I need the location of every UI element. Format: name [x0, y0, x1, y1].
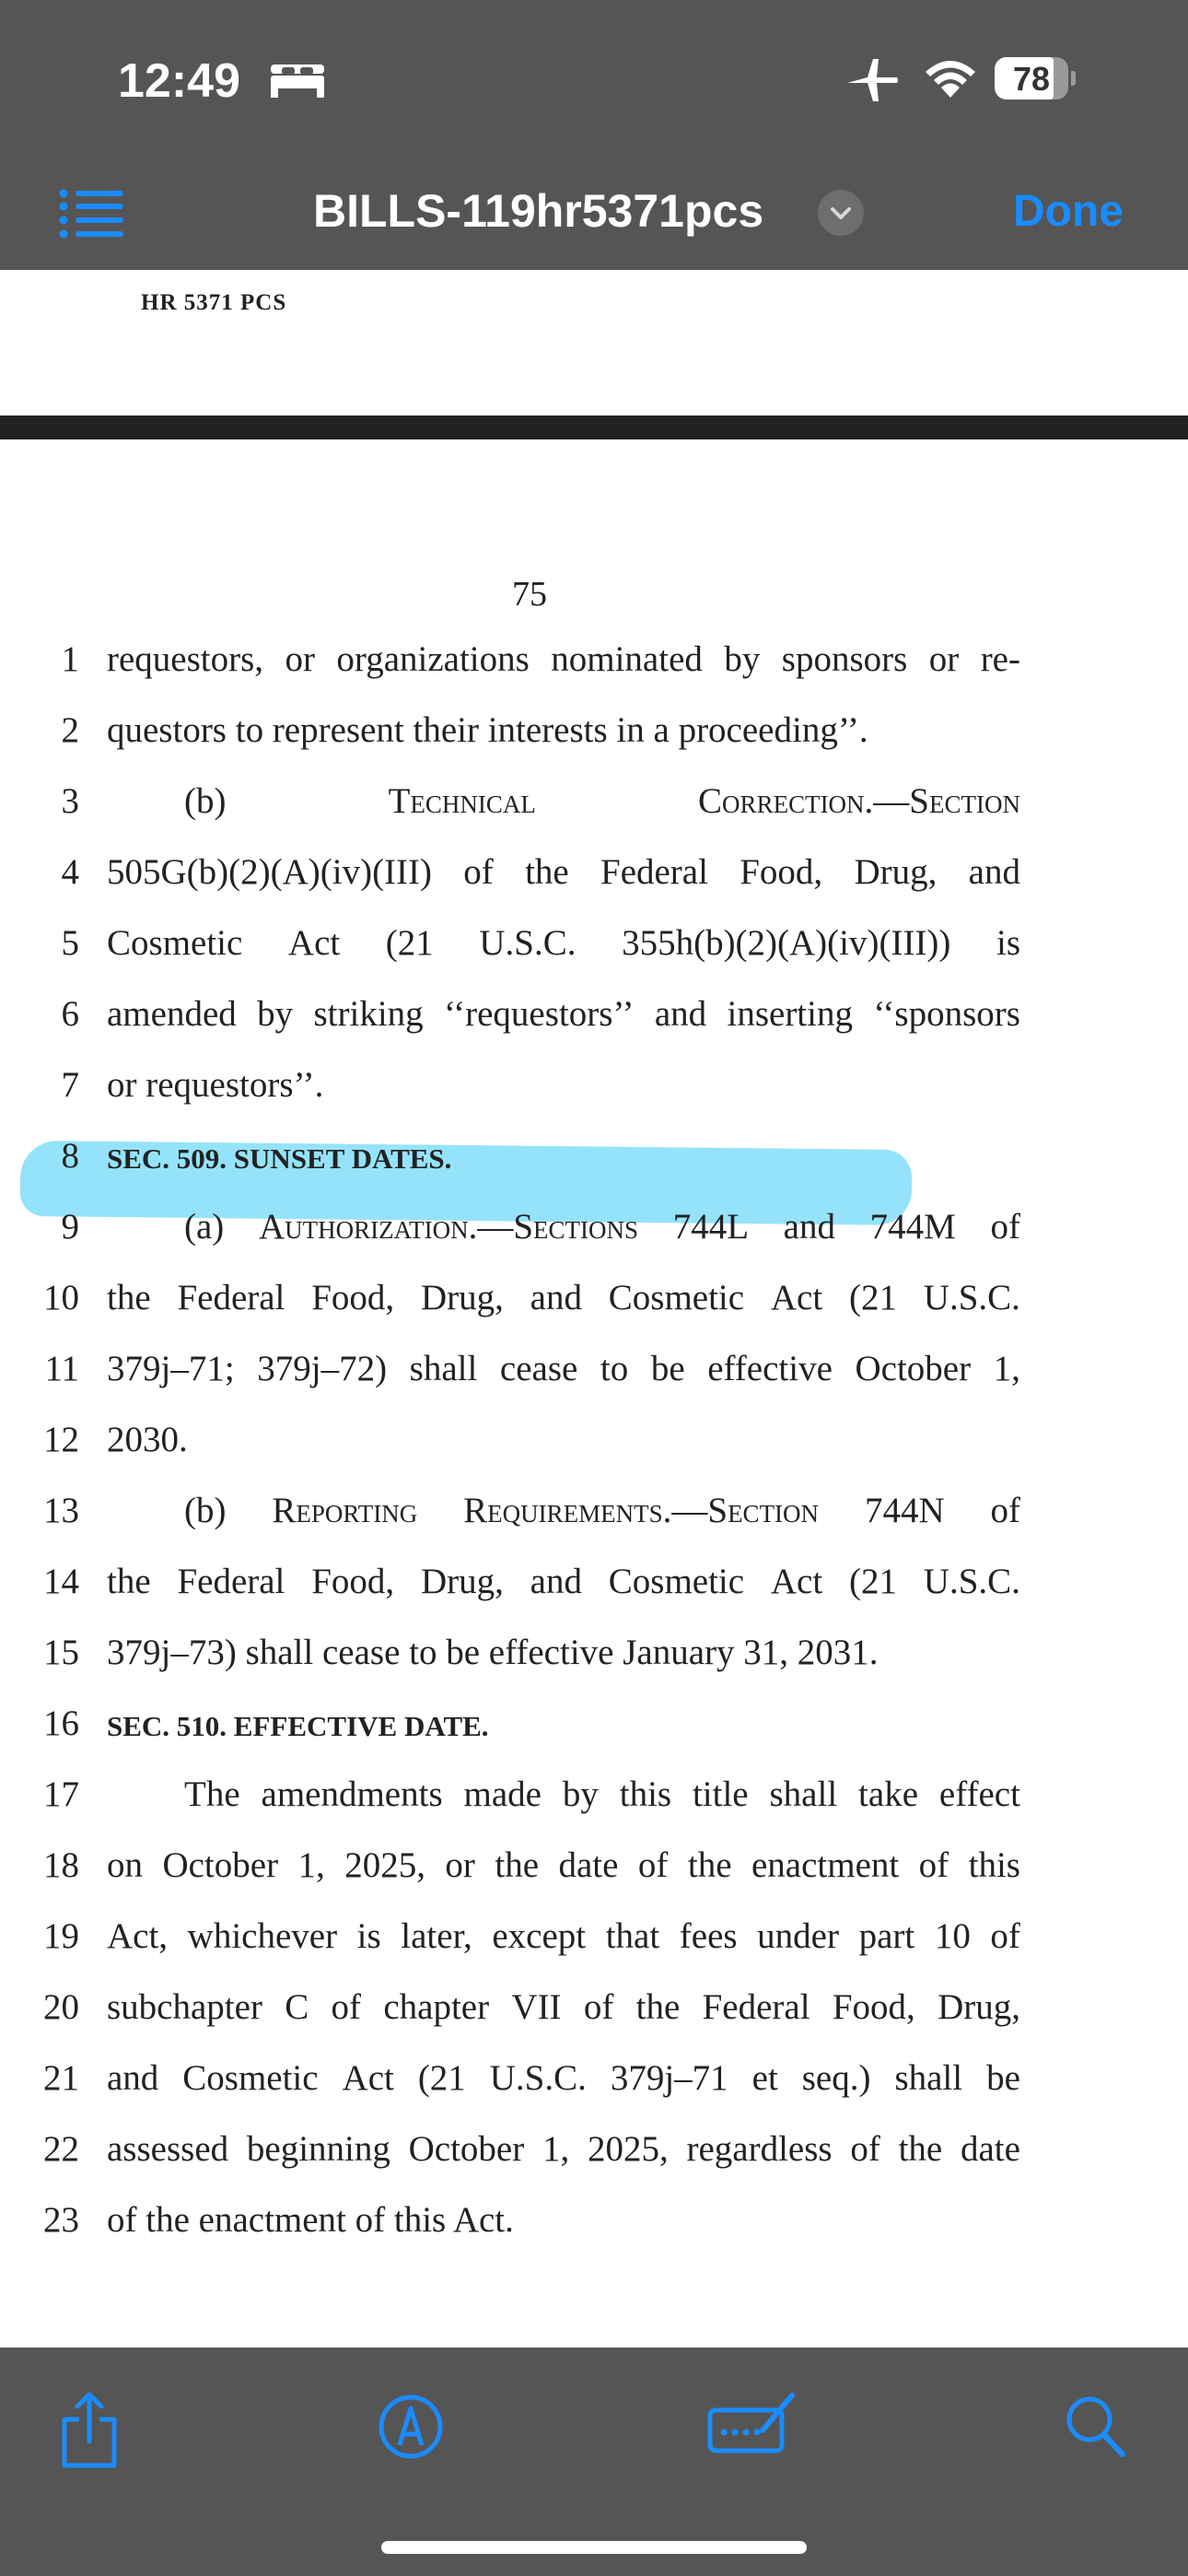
- bottom-toolbar: [0, 2348, 1188, 2576]
- line-word: chapter: [383, 1987, 490, 2027]
- line-word: The: [184, 1774, 240, 1814]
- line-text: [107, 2057, 1020, 2099]
- line-word: amended: [107, 994, 237, 1034]
- line-text: [107, 851, 1020, 893]
- line-word: sponsors: [781, 639, 908, 679]
- document-line: [0, 1135, 1188, 1190]
- document-line: [0, 709, 1188, 765]
- line-word: and: [654, 994, 707, 1034]
- line-word: shall: [894, 2058, 963, 2098]
- line-word: Correction.—Section: [698, 781, 1020, 821]
- section-heading: SEC. 509. SUNSET DATES.: [107, 1142, 452, 1175]
- line-word: Cosmetic: [608, 1278, 745, 1317]
- line-text: [184, 1774, 1020, 1815]
- line-number: 6: [61, 994, 79, 1034]
- line-word: 744N: [864, 1491, 945, 1530]
- line-word: on: [107, 1845, 143, 1885]
- battery-percent: 78: [1012, 60, 1051, 98]
- line-word: the: [107, 1562, 151, 1601]
- document-line: [0, 851, 1188, 907]
- page-divider: [0, 416, 1188, 439]
- line-word: of: [990, 1491, 1020, 1530]
- line-word: and: [530, 1562, 582, 1601]
- document-line: [0, 1561, 1188, 1616]
- document-line: [0, 1419, 1188, 1474]
- line-word: take: [858, 1774, 919, 1814]
- line-word: October: [162, 1845, 279, 1885]
- line-number: 21: [43, 2058, 79, 2098]
- line-number: 3: [61, 781, 79, 821]
- line-text: [184, 1206, 1020, 1247]
- line-word: or: [285, 639, 315, 679]
- line-word: by: [562, 1774, 599, 1814]
- line-word: shall: [769, 1774, 838, 1814]
- line-word: of: [463, 852, 494, 892]
- line-word: 10: [934, 1916, 971, 1956]
- line-word: Food,: [311, 1278, 395, 1317]
- status-time: 12:49: [118, 54, 240, 108]
- line-word: nominated: [551, 639, 703, 679]
- line-word: the: [898, 2129, 943, 2169]
- line-word: or: [928, 639, 960, 679]
- line-word: 1,: [993, 1349, 1020, 1388]
- line-word: the: [687, 1845, 732, 1885]
- line-text: [184, 780, 1020, 822]
- line-word: the: [635, 1987, 681, 2027]
- line-word: Federal: [600, 852, 708, 892]
- battery-icon: [995, 57, 1074, 100]
- line-word: Federal: [177, 1278, 285, 1317]
- line-word: Federal: [702, 1987, 810, 2027]
- line-text: or requestors’’.: [107, 1065, 324, 1105]
- line-text: [107, 1561, 1020, 1602]
- line-word: of: [990, 1916, 1020, 1956]
- line-word: U.S.C.: [923, 1278, 1020, 1317]
- document-line: [0, 638, 1188, 694]
- line-word: by: [724, 639, 761, 679]
- document-line: [0, 1915, 1188, 1971]
- line-number: 7: [61, 1065, 79, 1105]
- search-icon[interactable]: [1064, 2394, 1128, 2460]
- line-word: Reporting: [272, 1491, 418, 1530]
- line-word: enactment: [751, 1845, 900, 1885]
- line-number: 22: [43, 2129, 79, 2169]
- line-number: 13: [43, 1491, 79, 1530]
- line-word: date: [558, 1845, 619, 1885]
- line-word: Cosmetic: [182, 2058, 319, 2098]
- line-word: (b): [184, 781, 227, 821]
- line-word: 1,: [297, 1845, 325, 1885]
- line-word: of: [918, 1845, 949, 1885]
- line-word: (21: [385, 923, 434, 963]
- line-word: cease: [499, 1349, 578, 1388]
- line-text: [107, 1277, 1020, 1318]
- line-text: [184, 1490, 1020, 1531]
- home-indicator[interactable]: [381, 2541, 807, 2554]
- wifi-icon: [923, 57, 978, 100]
- line-word: or: [445, 1845, 475, 1885]
- line-number: 1: [61, 639, 79, 679]
- line-number: 12: [43, 1420, 79, 1459]
- line-text: questors to represent their interests in a proceeding’’.: [107, 710, 868, 750]
- line-word: Drug,: [854, 852, 938, 892]
- line-word: Authorization.—Sections: [258, 1207, 639, 1247]
- line-word: (21: [417, 2058, 466, 2098]
- line-word: the: [495, 1845, 540, 1885]
- status-bar: [0, 0, 1188, 157]
- line-word: amendments: [261, 1774, 443, 1814]
- line-word: et: [751, 2058, 778, 2098]
- line-word: made: [463, 1774, 542, 1814]
- document-line: [0, 1064, 1188, 1119]
- line-word: organizations: [336, 639, 530, 679]
- line-word: and: [968, 852, 1020, 892]
- document-line: [0, 2057, 1188, 2113]
- line-word: effect: [938, 1774, 1020, 1814]
- line-number: 9: [61, 1207, 79, 1247]
- document-line: [0, 1774, 1188, 1829]
- line-text: of the enactment of this Act.: [107, 2200, 514, 2240]
- line-word: Act: [287, 923, 341, 963]
- document-line: [0, 993, 1188, 1048]
- line-word: 355h(b)(2)(A)(iv)(III)): [622, 923, 951, 963]
- line-number: 15: [43, 1633, 79, 1672]
- line-word: that: [605, 1916, 660, 1956]
- document-line: [0, 2199, 1188, 2254]
- line-word: under: [757, 1916, 839, 1956]
- line-text: [107, 1844, 1020, 1886]
- share-icon[interactable]: [57, 2392, 122, 2469]
- document-line: [0, 1348, 1188, 1403]
- line-word: of: [583, 1987, 614, 2027]
- line-text: 379j–73) shall cease to be effective January 31, 2031.: [107, 1633, 879, 1672]
- line-number: 5: [61, 923, 79, 963]
- line-word: October: [408, 2129, 525, 2169]
- line-word: 379j–71;: [107, 1349, 235, 1388]
- line-word: date: [961, 2129, 1020, 2169]
- line-word: Cosmetic: [107, 923, 243, 963]
- document-page: [0, 270, 1188, 2348]
- line-number: 10: [43, 1278, 79, 1317]
- line-text: [107, 1986, 1020, 2028]
- line-word: of: [331, 1987, 362, 2027]
- line-word: (b): [184, 1491, 227, 1530]
- line-word: (a): [184, 1207, 225, 1247]
- document-line: [0, 1632, 1188, 1687]
- document-line: [0, 1277, 1188, 1332]
- line-word: re-: [980, 639, 1020, 679]
- done-button[interactable]: Done: [1013, 187, 1124, 236]
- document-line: [0, 780, 1188, 836]
- page-number: 75: [512, 575, 547, 614]
- line-word: (21: [849, 1278, 897, 1317]
- line-number: 23: [43, 2200, 79, 2240]
- line-number: 18: [43, 1845, 79, 1885]
- line-word: to: [600, 1349, 629, 1388]
- line-word: subchapter: [107, 1987, 262, 2027]
- line-word: Act: [770, 1278, 823, 1317]
- signature-icon[interactable]: [707, 2390, 799, 2454]
- line-word: of: [850, 2129, 880, 2169]
- line-word: Technical: [388, 781, 536, 821]
- line-word: whichever: [187, 1916, 338, 1956]
- line-word: 379j–72): [257, 1349, 388, 1388]
- line-word: is: [996, 923, 1020, 963]
- document-title[interactable]: BILLS-119hr5371pcs: [313, 185, 764, 237]
- line-text: 2030.: [107, 1420, 188, 1459]
- line-word: by: [257, 994, 294, 1034]
- line-word: this: [619, 1774, 672, 1814]
- line-text: [107, 2128, 1020, 2170]
- document-line: [0, 1490, 1188, 1545]
- sleep-focus-icon: [269, 63, 326, 100]
- line-text: [107, 1348, 1020, 1389]
- line-word: of: [637, 1845, 669, 1885]
- line-word: fees: [679, 1916, 738, 1956]
- line-number: 16: [43, 1704, 79, 1743]
- line-number: 2: [61, 710, 79, 750]
- line-word: Requirements.—Section: [463, 1491, 820, 1530]
- line-number: 8: [61, 1136, 79, 1176]
- line-word: the: [525, 852, 569, 892]
- line-word: the: [107, 1278, 151, 1317]
- line-word: seq.): [801, 2058, 871, 2098]
- line-word: 505G(b)(2)(A)(iv)(III): [107, 852, 432, 892]
- line-word: Drug,: [420, 1278, 504, 1317]
- line-word: Federal: [177, 1562, 285, 1601]
- line-word: Act: [342, 2058, 394, 2098]
- airplane-icon: [845, 57, 899, 103]
- line-word: title: [692, 1774, 749, 1814]
- line-word: beginning: [246, 2129, 390, 2169]
- line-word: Food,: [311, 1562, 395, 1601]
- line-word: 2025,: [344, 1845, 425, 1885]
- page-header-code: HR 5371 PCS: [141, 290, 287, 315]
- line-text: [107, 1915, 1020, 1957]
- line-text: [107, 993, 1020, 1035]
- line-word: Drug,: [420, 1562, 504, 1601]
- line-text: [107, 638, 1020, 680]
- line-word: U.S.C.: [489, 2058, 587, 2098]
- line-word: assessed: [107, 2129, 229, 2169]
- line-word: regardless: [686, 2129, 833, 2169]
- line-word: Act: [770, 1562, 823, 1601]
- line-word: 2025,: [587, 2129, 669, 2169]
- line-number: 14: [43, 1562, 79, 1601]
- document-line: [0, 1703, 1188, 1758]
- line-word: ‘‘sponsors: [873, 994, 1020, 1034]
- line-word: striking: [313, 994, 424, 1034]
- line-word: requestors,: [107, 639, 264, 679]
- line-number: 17: [43, 1774, 79, 1814]
- markup-icon[interactable]: [378, 2394, 444, 2460]
- line-word: Cosmetic: [608, 1562, 745, 1601]
- line-word: and: [530, 1278, 582, 1317]
- line-word: effective: [707, 1349, 833, 1388]
- line-word: be: [986, 2058, 1020, 2098]
- line-word: of: [990, 1207, 1020, 1247]
- line-word: 1,: [542, 2129, 570, 2169]
- section-heading: SEC. 510. EFFECTIVE DATE.: [107, 1710, 489, 1742]
- line-number: 20: [43, 1987, 79, 2027]
- line-word: (21: [849, 1562, 897, 1601]
- table-of-contents-icon[interactable]: [59, 188, 125, 240]
- chevron-down-icon[interactable]: [818, 190, 864, 236]
- line-word: is: [356, 1916, 381, 1956]
- line-word: 744M: [869, 1207, 956, 1247]
- line-number: 19: [43, 1916, 79, 1956]
- line-word: U.S.C.: [479, 923, 577, 963]
- line-word: this: [968, 1845, 1020, 1885]
- line-word: inserting: [727, 994, 853, 1034]
- line-word: VII: [511, 1987, 562, 2027]
- line-word: C: [285, 1987, 309, 2027]
- line-word: later,: [401, 1916, 472, 1956]
- line-word: except: [492, 1916, 587, 1956]
- document-line: [0, 1206, 1188, 1261]
- line-word: Drug,: [938, 1987, 1020, 2027]
- line-word: U.S.C.: [923, 1562, 1020, 1601]
- line-word: part: [858, 1916, 915, 1956]
- line-word: and: [107, 2058, 159, 2098]
- line-number: 4: [61, 852, 79, 892]
- document-line: [0, 1986, 1188, 2042]
- line-word: 379j–71: [610, 2058, 728, 2098]
- line-word: shall: [409, 1349, 478, 1388]
- navigation-bar: [0, 166, 1188, 270]
- line-text: [107, 922, 1020, 964]
- line-word: and: [783, 1207, 835, 1247]
- line-word: be: [650, 1349, 685, 1388]
- line-word: 744L: [672, 1207, 750, 1247]
- line-number: 11: [44, 1349, 79, 1388]
- line-word: Food,: [740, 852, 823, 892]
- document-line: [0, 2128, 1188, 2184]
- document-line: [0, 1844, 1188, 1900]
- line-word: Act,: [107, 1916, 169, 1956]
- line-word: Food,: [832, 1987, 915, 2027]
- line-word: ‘‘requestors’’: [444, 994, 635, 1034]
- document-line: [0, 922, 1188, 978]
- line-word: October: [855, 1349, 972, 1388]
- top-bar: [0, 0, 1188, 270]
